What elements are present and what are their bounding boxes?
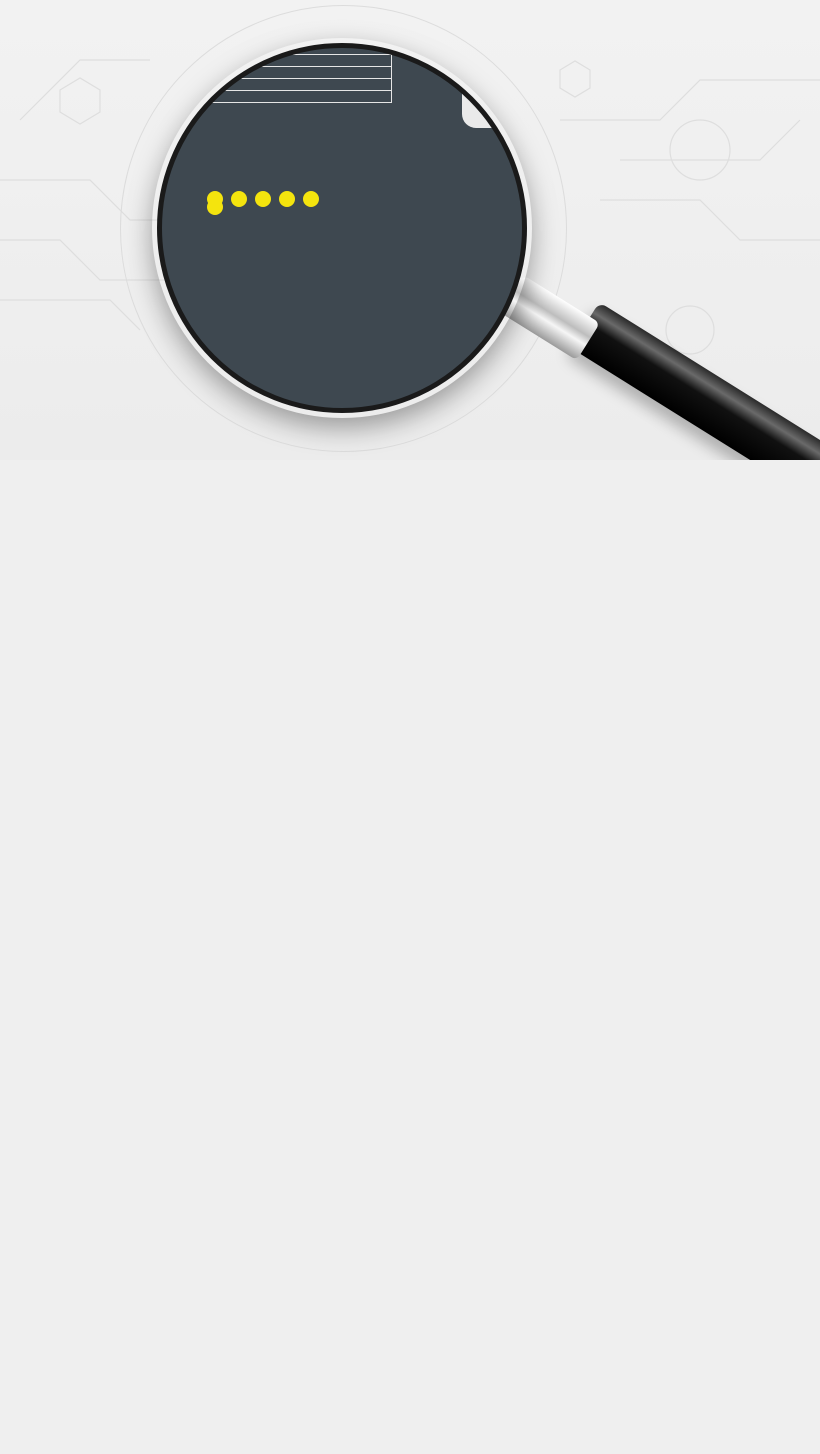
label-line <box>212 79 392 91</box>
led-indicator <box>303 191 319 207</box>
label-line <box>212 55 392 67</box>
hero-magnifier-image <box>0 0 820 460</box>
label-line <box>212 67 392 79</box>
magnifier-lens <box>157 43 527 413</box>
led-indicator <box>207 199 223 215</box>
led-indicator <box>279 191 295 207</box>
panel-tab <box>462 78 527 128</box>
label-line <box>212 91 392 103</box>
led-indicator <box>231 191 247 207</box>
panel-label-box <box>212 43 392 103</box>
led-indicator <box>255 191 271 207</box>
